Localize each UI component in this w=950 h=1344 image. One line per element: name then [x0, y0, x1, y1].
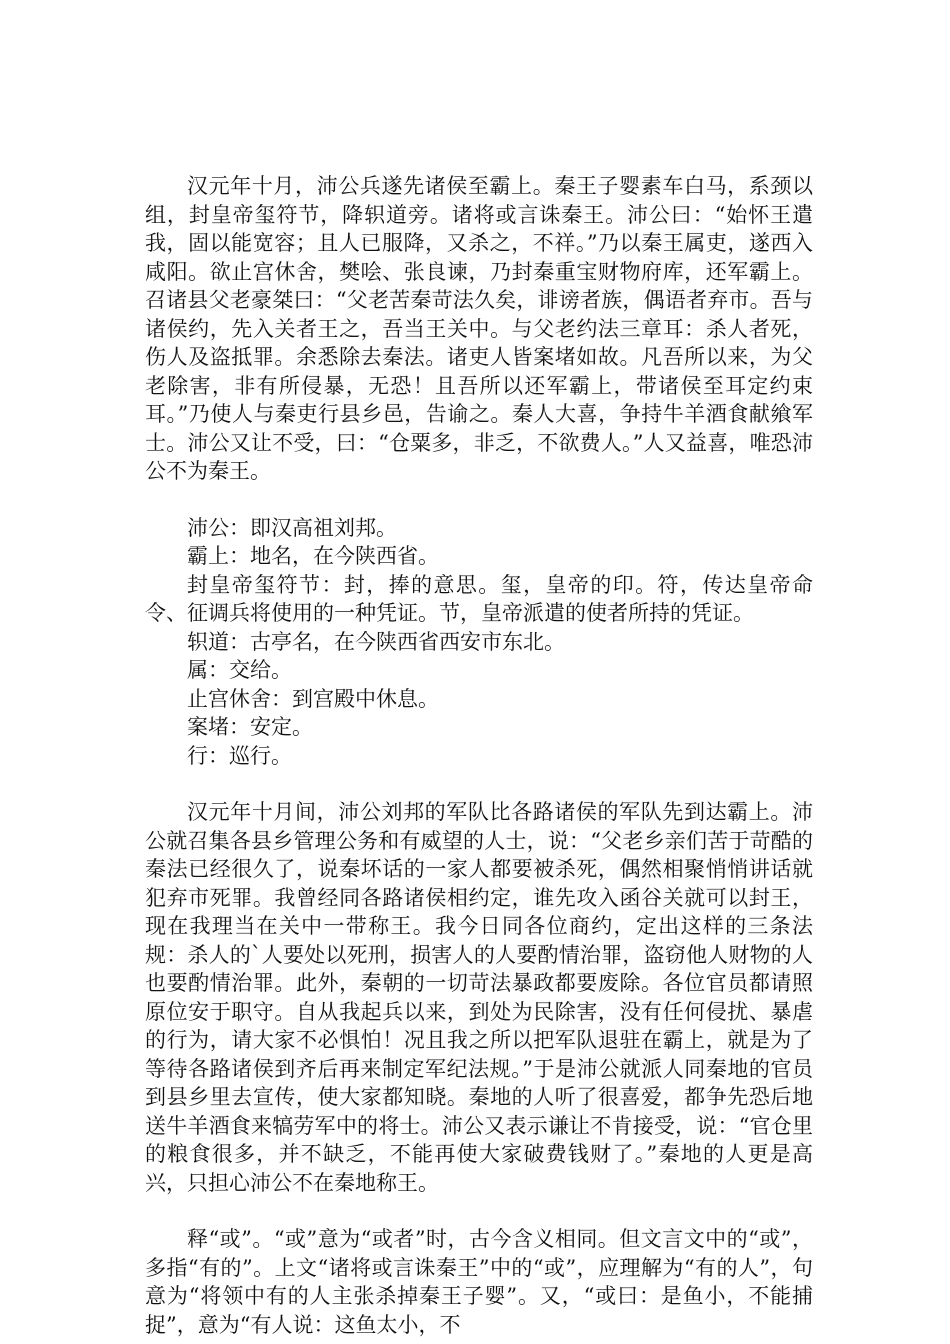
commentary-paragraph: 释“或”。“或”意为“或者”时，古今含义相同。但文言文中的“或”，多指“有的”。上文“诸将或言诛秦王”中的“或”，应理解为“有的人”，句意为“将领中有的人主张杀掉秦王子婴”。又，“或曰：是鱼小，不能捕捉”，意为“有人说：这鱼太小，不 [145, 1227, 813, 1337]
notes-section [145, 514, 813, 771]
paragraph-gap [145, 486, 813, 514]
note-item: 行：巡行。 [187, 743, 292, 768]
paragraph-gap [145, 770, 813, 798]
translation-paragraph: 汉元年十月间，沛公刘邦的军队比各路诸侯的军队先到达霸上。沛公就召集各县乡管理公务和有威望的人士，说：“父老乡亲们苦于苛酷的秦法已经很久了，说秦坏话的一家人都要被杀死，偶然相聚悄悄讲话就犯弃市死罪。我曾经同各路诸侯相约定，谁先攻入函谷关就可以封王，现在我理当在关中一带称王。我今日同各位商约，定出这样的三条法规：杀人的`人要处以死刑，损害人的人要酌情治罪，盗窃他人财物的人也要酌情治罪。此外，秦朝的一切苛法暴政都要废除。各位官员都请照原位安于职守。自从我起兵以来，到处为民除害，没有任何侵扰、暴虐的行为，请大家不必惧怕！况且我之所以把军队退驻在霸上，就是为了等待各路诸侯到齐后再来制定军纪法规。”于是沛公就派人同秦地的官员到县乡里去宣传，使大家都知晓。秦地的人听了很喜爱，都争先恐后地送牛羊酒食来犒劳军中的将士。沛公又表示谦让不肯接受，说：“官仓里的粮食很多，并不缺乏，不能再使大家破费钱财了。”秦地的人更是高兴，只担心沛公不在秦地称王。 [145, 800, 813, 1195]
document-page [145, 172, 813, 1339]
note-item: 霸上：地名，在今陕西省。 [187, 544, 439, 568]
note-item: 沛公：即汉高祖刘邦。 [187, 515, 397, 540]
original-text-paragraph: 汉元年十月，沛公兵遂先诸侯至霸上。秦王子婴素车白马，系颈以组，封皇帝玺符节，降轵道旁。诸将或言诛秦王。沛公曰：“始怀王遣我，固以能宽容；且人已服降，又杀之，不祥。”乃以秦王属吏，遂西入咸阳。欲止宫休舍，樊哙、张良谏，乃封秦重宝财物府库，还军霸上。召诸县父老豪桀曰：“父老苦秦苛法久矣，诽谤者族，偶语者弃市。吾与诸侯约，先入关者王之，吾当王关中。与父老约法三章耳：杀人者死，伤人及盗抵罪。余悉除去秦法。诸吏人皆案堵如故。凡吾所以来，为父老除害，非有所侵暴，无恐！且吾所以还军霸上，带诸侯至耳定约束耳。”乃使人与秦吏行县乡邑，告谕之。秦人大喜，争持牛羊酒食献飨军士。沛公又让不受，曰：“仓粟多，非乏，不欲费人。”人又益喜，唯恐沛公不为秦王。 [145, 174, 813, 483]
paragraph-gap [145, 1197, 813, 1225]
note-item: 止宫休舍：到宫殿中休息。 [187, 686, 439, 711]
note-item: 轵道：古亭名，在今陕西省西安市东北。 [187, 629, 565, 654]
note-item: 案堵：安定。 [187, 715, 313, 739]
note-item: 属：交给。 [187, 658, 292, 682]
note-item: 封皇帝玺符节：封，捧的意思。玺，皇帝的印。符，传达皇帝命令、征调兵将使用的一种凭证。节，皇帝派遣的使者所持的凭证。 [145, 572, 813, 625]
